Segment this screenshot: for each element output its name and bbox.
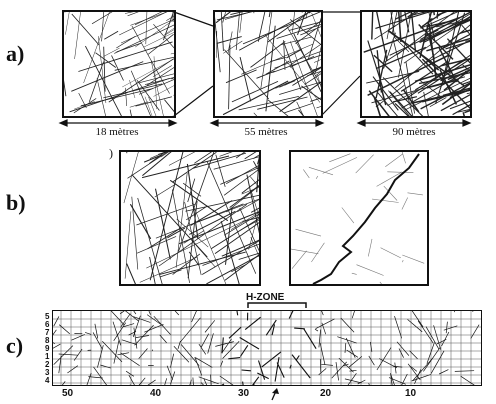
fracture-trace [53, 336, 55, 344]
fracture-trace [178, 341, 180, 349]
fracture-trace [85, 332, 91, 334]
fracture-trace [461, 376, 478, 385]
fracture-trace [234, 311, 238, 315]
fracture-trace [454, 311, 456, 312]
fracture-line [121, 152, 127, 153]
fracture-trace [259, 361, 265, 380]
fracture-line [104, 31, 118, 39]
fracture-line [241, 44, 313, 74]
fracture-line [315, 24, 321, 73]
fracture-line [130, 102, 148, 108]
fracture-line [292, 251, 307, 269]
fracture-trace [296, 356, 299, 361]
fracture-trace [332, 362, 347, 378]
fracture-trace [114, 323, 126, 341]
row-number: 7 [45, 328, 50, 337]
fracture-line [156, 189, 171, 260]
fracture-line [380, 282, 394, 284]
fracture-trace [100, 365, 111, 368]
fracture-line [140, 257, 197, 282]
fracture-trace [208, 333, 214, 353]
row-number: 8 [45, 336, 50, 345]
fracture-line [173, 116, 174, 117]
axis-tick: 30 [238, 388, 250, 399]
fracture-trace [242, 370, 251, 371]
fracture-trace [243, 382, 246, 385]
fracture-trace [415, 369, 421, 383]
fracture-line [148, 34, 174, 54]
fracture-line [254, 113, 273, 116]
fracture-line [171, 49, 174, 54]
fracture-line [150, 257, 166, 284]
fracture-trace [431, 351, 444, 374]
fracture-line [240, 12, 249, 33]
fracture-line [402, 260, 403, 262]
fracture-line [290, 41, 321, 116]
fracture-trace [144, 324, 163, 332]
fracture-trace [201, 334, 209, 348]
fracture-trace [397, 374, 408, 385]
fracture-line [188, 179, 195, 202]
fracture-line [173, 53, 174, 95]
fracture-line [135, 12, 174, 25]
fracture-trace [139, 349, 148, 359]
fracture-line [297, 102, 321, 116]
fracture-line [170, 180, 228, 220]
fracture-line [164, 100, 174, 116]
fracture-trace [53, 330, 56, 353]
fracture-trace [294, 328, 305, 329]
fracture-line [372, 199, 399, 202]
fracture-trace [193, 378, 194, 386]
fracture-map-90m [360, 10, 472, 118]
fracture-line [352, 273, 357, 274]
fracture-line [130, 110, 149, 116]
fracture-trace [442, 332, 449, 346]
fracture-line [217, 37, 242, 44]
fracture-trace [399, 349, 404, 358]
fracture-line [357, 265, 384, 276]
fracture-line [65, 12, 79, 35]
fracture-trace [122, 340, 137, 345]
fracture-trace [410, 351, 418, 359]
scale-label-55m: 55 mètres [244, 126, 288, 138]
panel-label-a: a) [6, 41, 25, 66]
fracture-trace [152, 350, 153, 351]
fracture-trace [181, 344, 199, 365]
fracture-trace [59, 354, 78, 355]
h-zone-label: H-ZONE [246, 292, 285, 303]
fracture-line [153, 24, 174, 68]
fracture-line [239, 96, 299, 110]
fracture-line [136, 204, 195, 225]
axis-tick: 20 [320, 388, 332, 399]
fracture-line [92, 12, 121, 24]
fracture-line [372, 12, 373, 40]
fracture-line [269, 12, 277, 17]
fracture-line [251, 237, 259, 284]
fracture-line [72, 14, 99, 45]
connected-path-map [289, 150, 429, 286]
fracture-trace [129, 375, 140, 385]
fracture-trace [135, 378, 145, 385]
fracture-trace [174, 346, 189, 362]
fracture-line [142, 152, 173, 176]
fracture-line [316, 176, 318, 179]
fracture-line [368, 239, 372, 257]
fracture-line [251, 41, 286, 67]
fracture-trace [316, 311, 323, 315]
fracture-line [309, 167, 333, 175]
fracture-line [239, 12, 321, 50]
fracture-trace [408, 364, 420, 380]
fracture-line [402, 198, 408, 210]
fracture-trace [241, 377, 259, 385]
fracture-line [64, 51, 66, 96]
fracture-trace [210, 384, 224, 385]
fracture-line [232, 81, 278, 102]
fracture-line [329, 154, 350, 162]
row-number: 5 [45, 312, 50, 321]
fracture-trace [345, 379, 362, 383]
fracture-trace [341, 318, 354, 332]
fracture-trace [444, 326, 458, 330]
fracture-trace [345, 343, 346, 353]
fracture-trace [220, 376, 240, 385]
fracture-line [65, 12, 71, 13]
fracture-line [137, 236, 176, 253]
row-number: 1 [45, 352, 50, 361]
fracture-trace [145, 311, 151, 315]
fracture-trace [54, 346, 73, 365]
fracture-trace [97, 345, 103, 368]
fracture-line [385, 154, 403, 167]
fracture-line [272, 39, 321, 72]
fracture-trace [205, 320, 215, 332]
borehole-grid [52, 310, 482, 386]
fracture-trace [228, 358, 240, 359]
fracture-trace [54, 316, 59, 326]
fracture-line [132, 197, 138, 270]
fracture-line [323, 157, 357, 173]
fracture-trace [161, 378, 167, 385]
fracture-line [117, 43, 141, 52]
fracture-line [128, 12, 174, 16]
fracture-trace [352, 311, 355, 318]
fracture-line [266, 26, 275, 112]
fracture-line [78, 42, 172, 72]
fracture-line [127, 264, 164, 284]
fracture-line [258, 12, 265, 42]
fracture-line [223, 81, 288, 115]
fracture-network-map [119, 150, 261, 286]
fracture-trace [439, 370, 448, 374]
scale-label-90m: 90 mètres [392, 126, 436, 138]
fracture-trace [123, 385, 130, 386]
fracture-line [356, 155, 374, 173]
fracture-trace [277, 363, 284, 378]
fracture-line [311, 243, 324, 262]
fracture-trace [473, 311, 482, 312]
fracture-trace [304, 329, 316, 349]
fracture-line [128, 152, 209, 178]
fracture-trace [113, 322, 121, 346]
fracture-line [70, 78, 170, 111]
row-number: 9 [45, 344, 50, 353]
panel-label-c: c) [6, 333, 24, 358]
fracture-line [342, 208, 354, 224]
axis-tick: 40 [150, 388, 162, 399]
fracture-trace [369, 356, 375, 365]
fracture-map-55m [213, 10, 323, 118]
fracture-trace [275, 357, 279, 381]
row-number: 2 [45, 360, 50, 369]
fracture-trace [350, 370, 357, 371]
fracture-trace [446, 322, 447, 333]
fracture-trace [125, 311, 139, 321]
fracture-trace [181, 318, 201, 342]
fracture-trace [319, 368, 327, 375]
fracture-trace [184, 380, 191, 385]
fracture-line [245, 152, 259, 159]
fracture-trace [133, 317, 150, 323]
fracture-line [257, 71, 275, 78]
fracture-line [381, 248, 401, 258]
fracture-line [296, 229, 322, 236]
fracture-trace [315, 329, 318, 331]
fracture-line [240, 57, 251, 101]
fracture-line [463, 112, 470, 116]
fracture-map-18m [62, 10, 176, 118]
fracture-line [146, 221, 244, 268]
fracture-trace [408, 319, 423, 331]
fracture-line [303, 169, 309, 178]
row-number: 4 [45, 376, 50, 385]
fracture-line [125, 211, 131, 278]
fracture-line [81, 89, 153, 106]
fracture-trace [320, 359, 321, 373]
corner-mark: ) [109, 146, 113, 160]
row-number: 3 [45, 368, 50, 377]
fracture-line [74, 101, 95, 109]
fracture-line [408, 193, 423, 195]
fracture-line [401, 152, 406, 163]
scale-label-18m: 18 mètres [95, 126, 139, 138]
fracture-line [402, 255, 424, 263]
fracture-line [85, 46, 130, 116]
fracture-trace [337, 337, 356, 343]
fracture-trace [167, 366, 173, 380]
fracture-trace [126, 371, 134, 376]
panel-label-b: b) [6, 190, 26, 215]
fracture-line [377, 172, 403, 187]
fracture-line [223, 41, 242, 53]
fracture-line [226, 152, 259, 184]
fracture-trace [71, 334, 84, 340]
fracture-trace [173, 311, 179, 315]
fracture-trace [192, 311, 201, 322]
fracture-line [276, 82, 290, 89]
axis-tick: 50 [62, 388, 74, 399]
fracture-line [317, 75, 321, 116]
fracture-trace [395, 363, 396, 374]
fracture-line [84, 12, 113, 83]
fracture-trace [369, 383, 377, 385]
row-number: 6 [45, 320, 50, 329]
axis-tick: 10 [405, 388, 417, 399]
